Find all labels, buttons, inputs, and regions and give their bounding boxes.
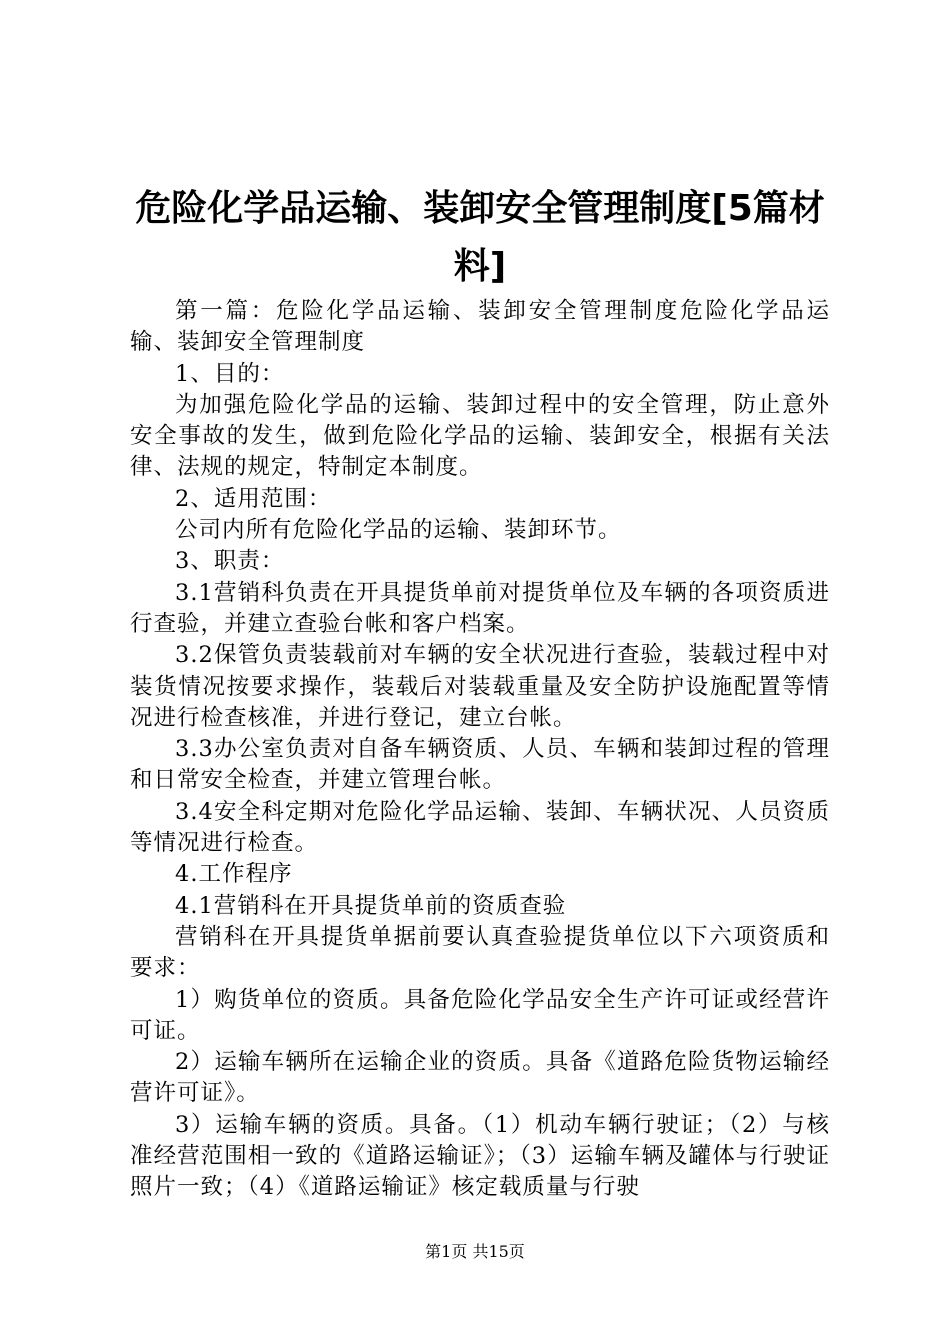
paragraph: 3.4安全科定期对危险化学品运输、装卸、车辆状况、人员资质等情况进行检查。 — [130, 798, 830, 857]
paragraph: 4.工作程序 — [175, 861, 293, 888]
paragraph: 3、职责： — [175, 548, 285, 575]
paragraph: 3.3办公室负责对自备车辆资质、人员、车辆和装卸过程的管理和日常安全检查，并建立管理台帐。 — [130, 736, 830, 794]
paragraph: 第一篇：危险化学品运输、装卸安全管理制度危险化学品运输、装卸安全管理制度 — [130, 298, 830, 356]
paragraph: 营销科在开具提货单据前要认真查验提货单位以下六项资质和要求： — [130, 923, 830, 982]
paragraph: 公司内所有危险化学品的运输、装卸环节。 — [175, 517, 622, 544]
paragraph: 3.1营销科负责在开具提货单前对提货单位及车辆的各项资质进行查验，并建立查验台帐和客户档案。 — [130, 579, 830, 637]
paragraph: 2）运输车辆所在运输企业的资质。具备《道路危险货物运输经营许可证》。 — [130, 1049, 830, 1107]
paragraph: 3）运输车辆的资质。具备。（1）机动车辆行驶证；（2）与核准经营范围相一致的《道路运输证》；（3）运输车辆及罐体与行驶证照片一致；（4）《道路运输证》核定载质量与行驶 — [130, 1111, 830, 1201]
document-body — [130, 296, 830, 1204]
paragraph: 1）购货单位的资质。具备危险化学品安全生产许可证或经营许可证。 — [130, 986, 830, 1044]
paragraph: 3.2保管负责装载前对车辆的安全状况进行查验，装载过程中对装货情况按要求操作，装载后对装载重量及安全防护设施配置等情况进行检查核准，并进行登记，建立台帐。 — [130, 642, 830, 731]
paragraph: 1、目的： — [175, 360, 285, 387]
page-number-footer: 第1页 共15页 — [425, 1242, 525, 1261]
document-title: 危险化学品运输、装卸安全管理制度[5篇材料] — [135, 188, 825, 287]
paragraph: 为加强危险化学品的运输、装卸过程中的安全管理，防止意外安全事故的发生，做到危险化学品的运输、装卸安全，根据有关法律、法规的规定，特制定本制度。 — [130, 391, 830, 481]
paragraph: 2、适用范围： — [175, 485, 332, 512]
paragraph: 4.1营销科在开具提货单前的资质查验 — [175, 892, 567, 919]
